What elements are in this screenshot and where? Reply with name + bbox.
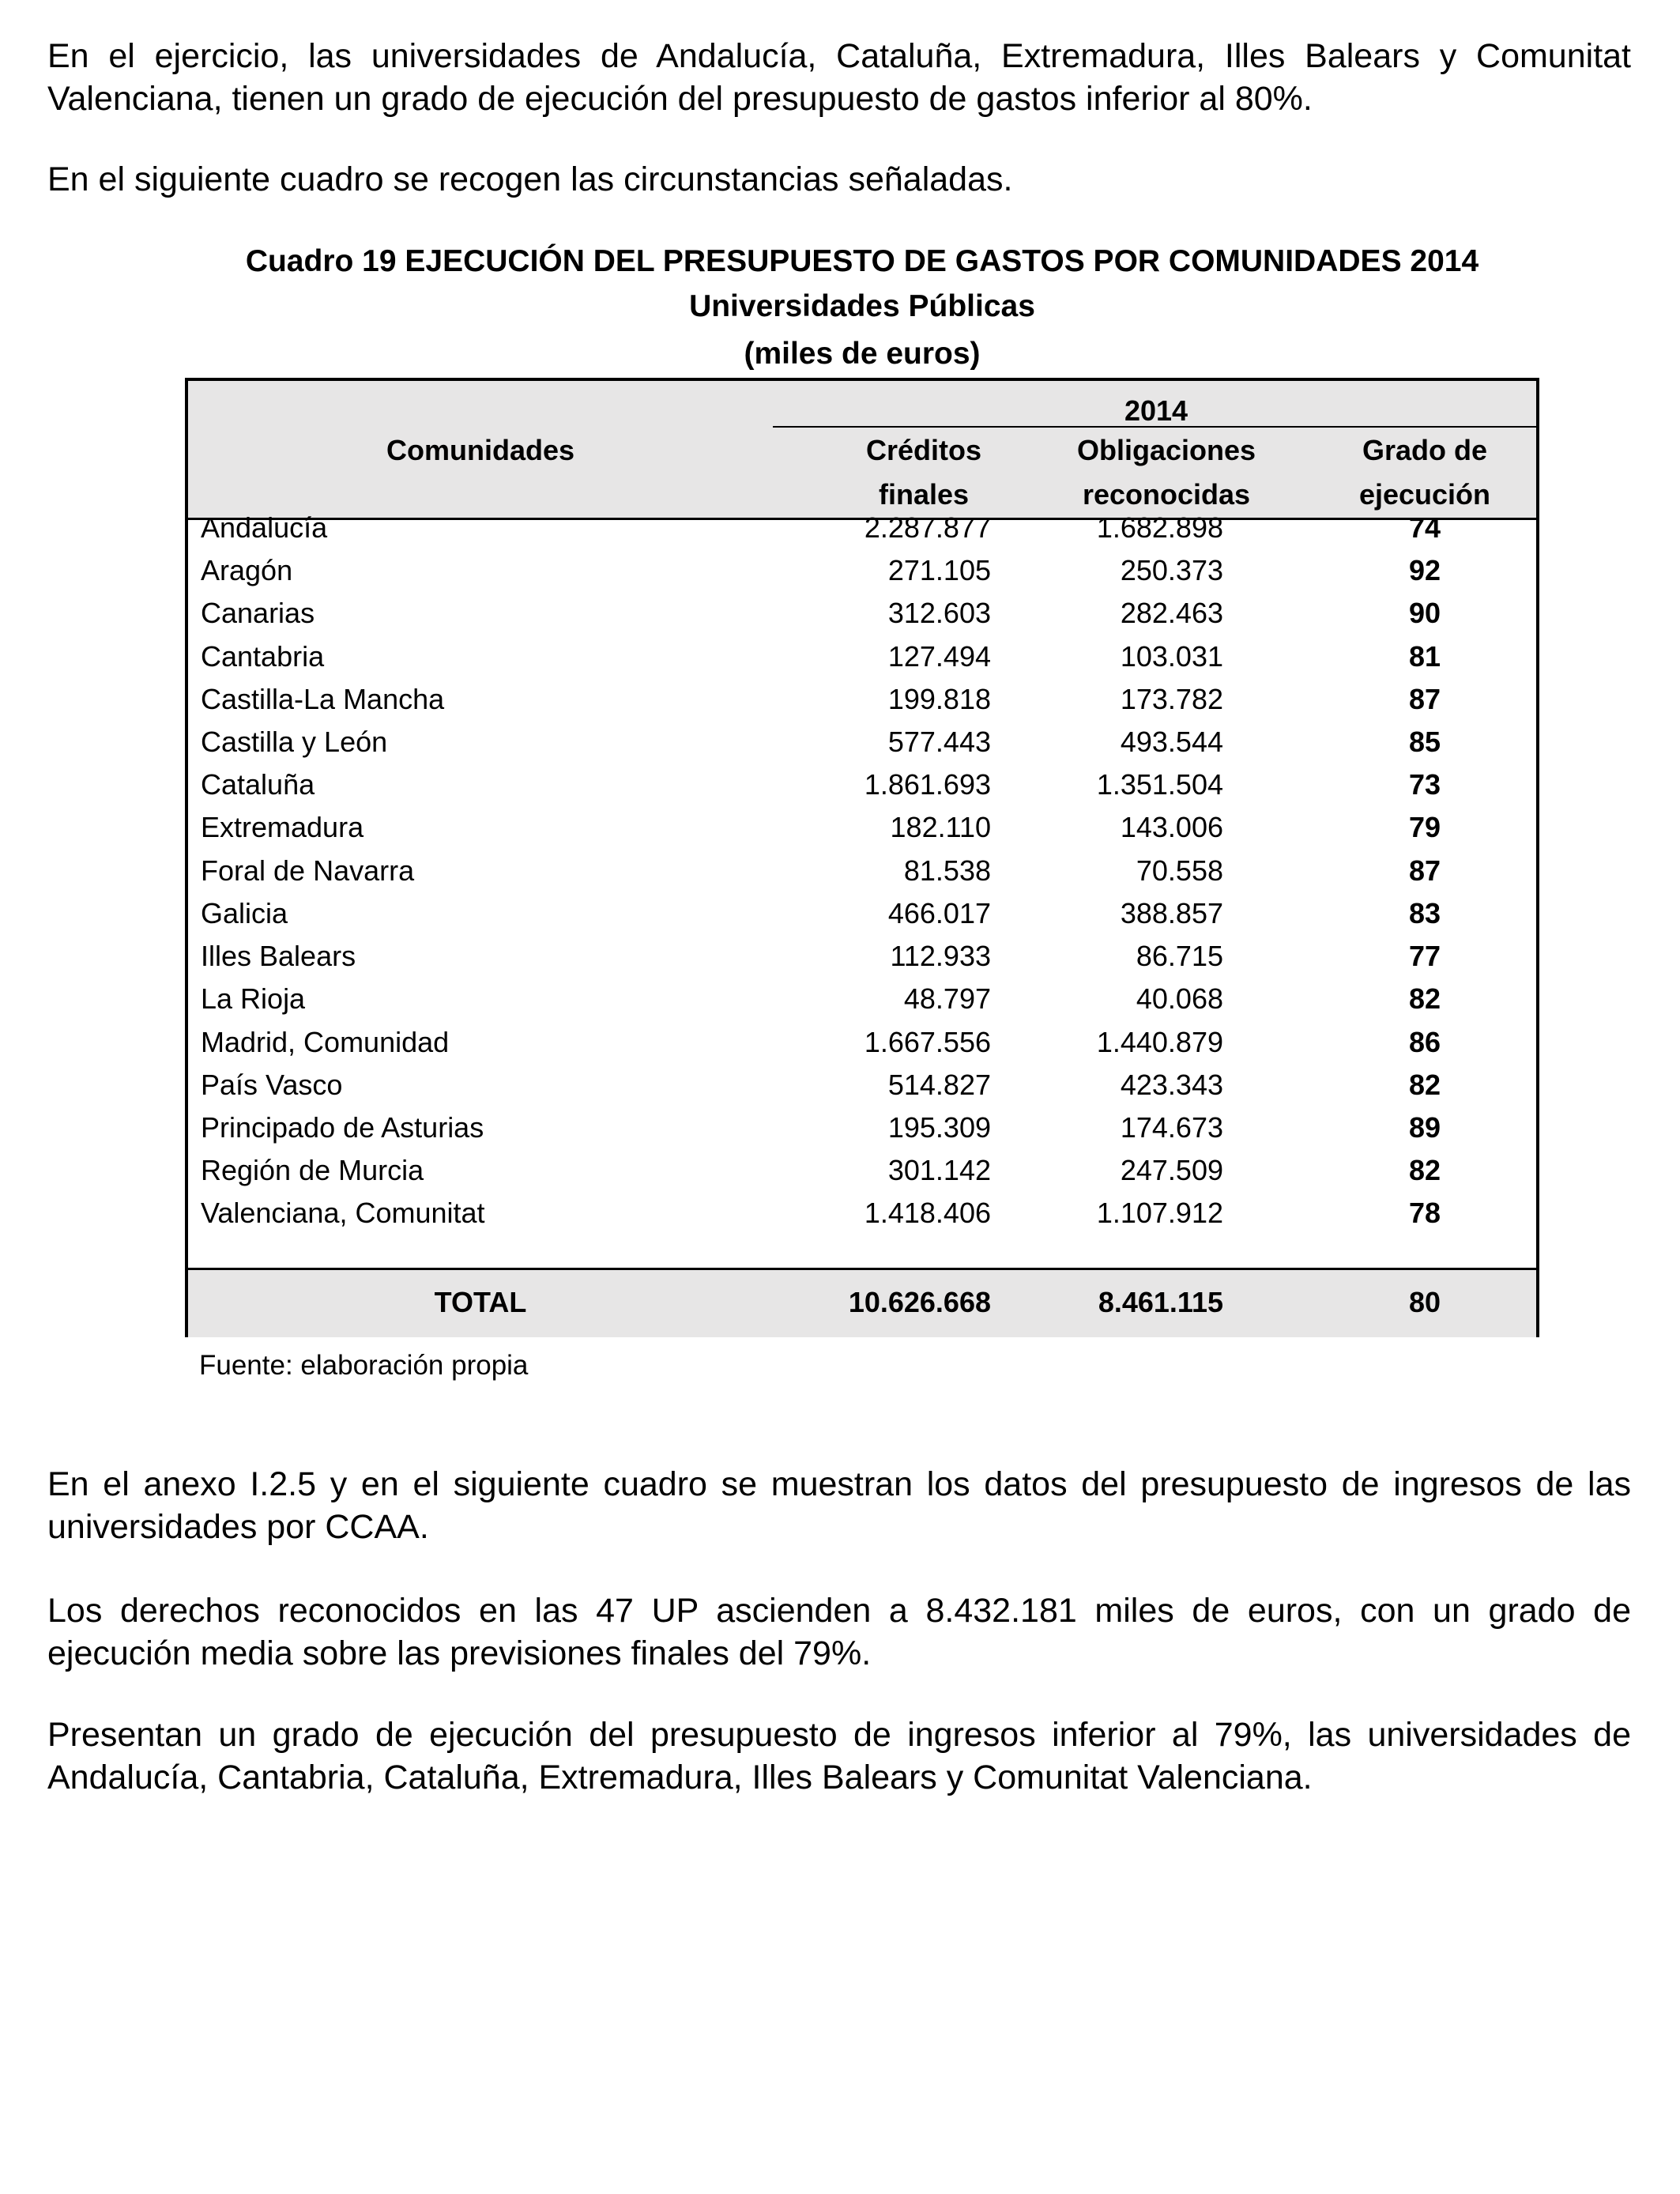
header-comunidades: Comunidades <box>386 434 575 466</box>
row-creditos: 81.538 <box>903 854 991 887</box>
total-grado: 80 <box>1408 1286 1441 1318</box>
row-creditos: 577.443 <box>887 726 991 758</box>
row-name: Cataluña <box>201 768 315 801</box>
row-grado: 79 <box>1408 811 1441 843</box>
total-obligaciones: 8.461.115 <box>1098 1286 1223 1318</box>
row-grado: 78 <box>1408 1197 1441 1229</box>
row-name: Illes Balears <box>201 940 356 972</box>
row-obligaciones: 493.544 <box>1120 726 1223 758</box>
paragraph-table-intro: En el siguiente cuadro se recogen las circunstancias señaladas. <box>47 160 1013 198</box>
header-year: 2014 <box>1124 394 1188 427</box>
row-obligaciones: 173.782 <box>1120 683 1223 715</box>
row-obligaciones: 1.440.879 <box>1096 1026 1223 1058</box>
row-grado: 82 <box>1408 982 1441 1015</box>
header-creditos-line1: Créditos <box>865 434 982 466</box>
row-obligaciones: 282.463 <box>1120 597 1223 629</box>
row-obligaciones: 1.682.898 <box>1096 511 1223 544</box>
row-name: Castilla-La Mancha <box>201 683 445 715</box>
row-creditos: 514.827 <box>887 1069 991 1101</box>
row-name: País Vasco <box>201 1069 343 1101</box>
row-name: La Rioja <box>201 982 306 1015</box>
row-obligaciones: 1.107.912 <box>1096 1197 1223 1229</box>
row-grado: 90 <box>1408 597 1441 629</box>
row-obligaciones: 247.509 <box>1120 1154 1223 1186</box>
row-creditos: 271.105 <box>887 554 991 586</box>
row-grado: 82 <box>1408 1069 1441 1101</box>
row-creditos: 1.861.693 <box>864 768 991 801</box>
row-grado: 83 <box>1408 897 1441 929</box>
row-creditos: 2.287.877 <box>864 511 991 544</box>
paragraph-intro: En el ejercicio, las universidades de Andalucía, Cataluña, Extremadura, Illes Balears y Comunitat Valenciana, tienen un grado de ejecución del presupuesto de gastos inferior al 80%. <box>47 37 1631 118</box>
row-creditos: 301.142 <box>887 1154 991 1186</box>
row-name: Cantabria <box>201 640 325 673</box>
row-name: Andalucía <box>201 511 328 544</box>
row-creditos: 1.418.406 <box>864 1197 991 1229</box>
row-name: Canarias <box>201 597 315 629</box>
row-name: Región de Murcia <box>201 1154 424 1186</box>
row-grado: 85 <box>1408 726 1441 758</box>
row-creditos: 182.110 <box>890 811 991 843</box>
table-caption-subtitle: Universidades Públicas <box>689 289 1035 323</box>
row-grado: 87 <box>1408 854 1441 887</box>
header-creditos-line2: finales <box>878 478 970 511</box>
row-creditos: 195.309 <box>887 1111 991 1144</box>
table-caption-units: (miles de euros) <box>744 337 981 371</box>
row-obligaciones: 423.343 <box>1120 1069 1223 1101</box>
row-name: Extremadura <box>201 811 364 843</box>
row-creditos: 199.818 <box>887 683 991 715</box>
row-obligaciones: 143.006 <box>1120 811 1223 843</box>
row-grado: 77 <box>1408 940 1441 972</box>
row-creditos: 112.933 <box>890 940 991 972</box>
row-obligaciones: 388.857 <box>1120 897 1223 929</box>
row-creditos: 466.017 <box>887 897 991 929</box>
row-grado: 89 <box>1408 1111 1441 1144</box>
row-obligaciones: 86.715 <box>1136 940 1223 972</box>
row-creditos: 127.494 <box>887 640 991 673</box>
row-name: Galicia <box>201 897 288 929</box>
row-grado: 92 <box>1408 554 1441 586</box>
row-obligaciones: 250.373 <box>1120 554 1223 586</box>
row-creditos: 312.603 <box>887 597 991 629</box>
row-grado: 82 <box>1408 1154 1441 1186</box>
table-source: Fuente: elaboración propia <box>199 1350 529 1381</box>
total-creditos: 10.626.668 <box>848 1286 991 1318</box>
row-obligaciones: 103.031 <box>1120 640 1223 673</box>
paragraph-derechos: Los derechos reconocidos en las 47 UP ascienden a 8.432.181 miles de euros, con un grado de ejecución media sobre las previsiones finales del 79%. <box>47 1592 1631 1672</box>
paragraph-ingresos-intro: En el anexo I.2.5 y en el siguiente cuadro se muestran los datos del presupuesto de ingresos de las universidades por CCAA. <box>47 1465 1631 1546</box>
row-grado: 81 <box>1408 640 1441 673</box>
paragraph-ingresos-inferior: Presentan un grado de ejecución del presupuesto de ingresos inferior al 79%, las universidades de Andalucía, Cantabria, Cataluña, Extremadura, Illes Balears y Comunitat Valenciana. <box>47 1716 1631 1796</box>
row-grado: 87 <box>1408 683 1441 715</box>
row-creditos: 1.667.556 <box>864 1026 991 1058</box>
row-name: Castilla y León <box>201 726 388 758</box>
row-name: Foral de Navarra <box>201 854 415 887</box>
budget-execution-table <box>185 378 1539 1337</box>
row-obligaciones: 40.068 <box>1136 982 1223 1015</box>
row-grado: 86 <box>1408 1026 1441 1058</box>
row-name: Madrid, Comunidad <box>201 1026 450 1058</box>
row-obligaciones: 1.351.504 <box>1096 768 1223 801</box>
row-name: Principado de Asturias <box>201 1111 484 1144</box>
row-obligaciones: 174.673 <box>1120 1111 1223 1144</box>
row-obligaciones: 70.558 <box>1136 854 1223 887</box>
header-grado-line2: ejecución <box>1358 478 1491 511</box>
total-label: TOTAL <box>434 1286 527 1318</box>
row-name: Valenciana, Comunitat <box>201 1197 485 1229</box>
header-obligaciones-line2: reconocidas <box>1082 478 1251 511</box>
table-caption-title: Cuadro 19 EJECUCIÓN DEL PRESUPUESTO DE GASTOS POR COMUNIDADES 2014 <box>245 244 1479 278</box>
row-grado: 74 <box>1408 511 1441 544</box>
row-name: Aragón <box>201 554 293 586</box>
row-grado: 73 <box>1408 768 1441 801</box>
header-grado-line1: Grado de <box>1362 434 1488 466</box>
row-creditos: 48.797 <box>903 982 991 1015</box>
header-obligaciones-line1: Obligaciones <box>1076 434 1256 466</box>
